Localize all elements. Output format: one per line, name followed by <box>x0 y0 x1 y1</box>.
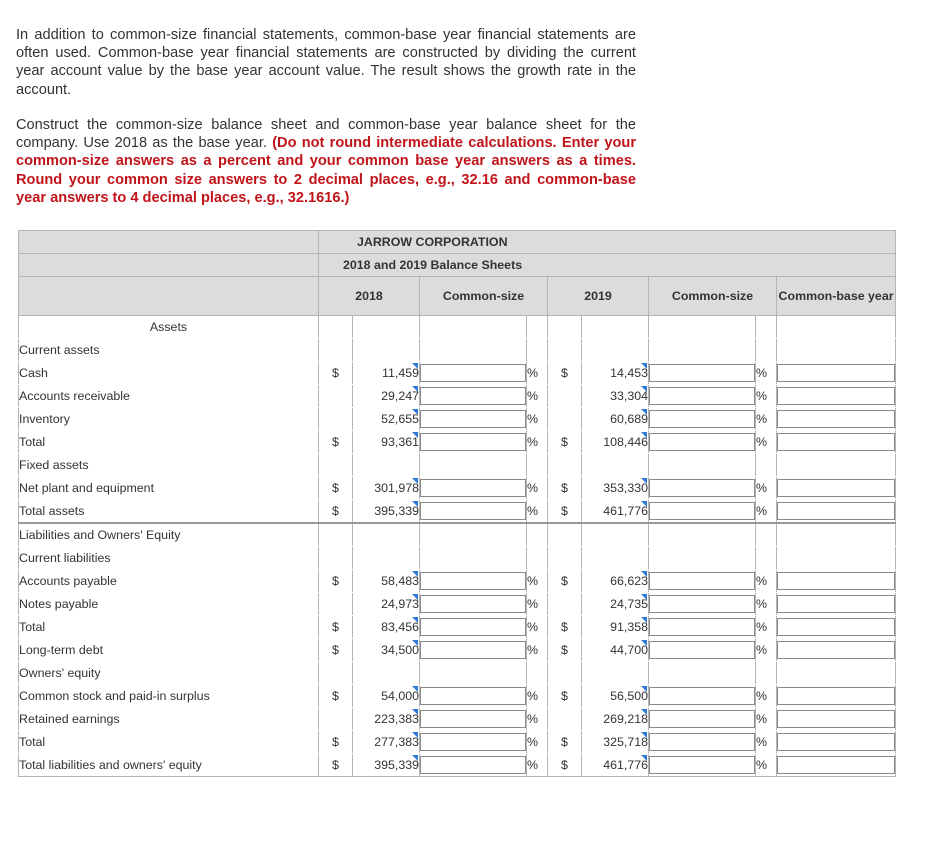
common-base-year-input[interactable] <box>777 710 895 728</box>
section-current-liabilities: Current liabilities <box>19 547 319 570</box>
common-base-year-input[interactable] <box>777 595 895 613</box>
common-base-year-input[interactable] <box>777 687 895 705</box>
common-size-2019-input[interactable] <box>649 733 755 751</box>
value-2018: 54,000 <box>353 685 420 708</box>
common-size-2018-input[interactable] <box>420 733 526 751</box>
row-label: Total assets <box>19 500 319 524</box>
common-size-2019-input[interactable] <box>649 410 755 428</box>
row-net-plant-equipment: Net plant and equipment $ 301,978 % $ 353,330 % <box>19 477 896 500</box>
value-2018: 83,456 <box>353 616 420 639</box>
common-size-2018-input[interactable] <box>420 595 526 613</box>
value-2018: 93,361 <box>353 431 420 454</box>
value-2019: 44,700 <box>582 639 649 662</box>
assets-heading: Assets <box>19 316 319 339</box>
row-common-stock: Common stock and paid-in surplus $ 54,000 % $ 56,500 % <box>19 685 896 708</box>
col-2018: 2018 <box>319 277 420 316</box>
value-2019: 269,218 <box>582 708 649 731</box>
common-size-2018-input[interactable] <box>420 387 526 405</box>
value-2018: 11,459 <box>353 362 420 385</box>
common-base-year-input[interactable] <box>777 572 895 590</box>
value-2019: 56,500 <box>582 685 649 708</box>
common-size-2018-input[interactable] <box>420 756 526 774</box>
value-2018: 34,500 <box>353 639 420 662</box>
task-text: Construct the common-size balance sheet and common-base year balance sheet for the company. Use 2018 as the base year. <box>16 117 636 152</box>
common-base-year-input[interactable] <box>777 756 895 774</box>
common-size-2018-input[interactable] <box>420 687 526 705</box>
value-2018: 395,339 <box>353 500 420 524</box>
row-label: Notes payable <box>19 593 319 616</box>
value-2018: 29,247 <box>353 385 420 408</box>
row-label: Accounts receivable <box>19 385 319 408</box>
common-size-2019-input[interactable] <box>649 433 755 451</box>
row-long-term-debt: Long-term debt $ 34,500 % $ 44,700 % <box>19 639 896 662</box>
value-2018: 24,973 <box>353 593 420 616</box>
balance-sheet-table <box>18 230 896 777</box>
common-size-2019-input[interactable] <box>649 641 755 659</box>
row-current-liabilities-total: Total $ 83,456 % $ 91,358 % <box>19 616 896 639</box>
common-size-2019-input[interactable] <box>649 687 755 705</box>
row-label: Total <box>19 431 319 454</box>
common-size-2018-input[interactable] <box>420 410 526 428</box>
common-size-2018-input[interactable] <box>420 710 526 728</box>
common-base-year-input[interactable] <box>777 733 895 751</box>
common-size-2018-input[interactable] <box>420 641 526 659</box>
common-base-year-input[interactable] <box>777 364 895 382</box>
liabilities-heading: Liabilities and Owners' Equity <box>19 523 319 547</box>
sheet-subtitle: 2018 and 2019 Balance Sheets <box>319 254 896 277</box>
value-2019: 60,689 <box>582 408 649 431</box>
col-common-size-2019: Common-size <box>649 277 777 316</box>
common-size-2019-input[interactable] <box>649 479 755 497</box>
common-size-2018-input[interactable] <box>420 479 526 497</box>
common-base-year-input[interactable] <box>777 387 895 405</box>
row-label: Common stock and paid-in surplus <box>19 685 319 708</box>
common-size-2019-input[interactable] <box>649 364 755 382</box>
value-2019: 325,718 <box>582 731 649 754</box>
row-owners-equity-total: Total $ 277,383 % $ 325,718 % <box>19 731 896 754</box>
common-base-year-input[interactable] <box>777 479 895 497</box>
common-base-year-input[interactable] <box>777 410 895 428</box>
common-size-2018-input[interactable] <box>420 502 526 520</box>
header-blank <box>19 254 319 277</box>
row-accounts-receivable: Accounts receivable 29,247 % 33,304 % <box>19 385 896 408</box>
row-label: Accounts payable <box>19 570 319 593</box>
col-common-size-2018: Common-size <box>420 277 548 316</box>
common-size-2018-input[interactable] <box>420 364 526 382</box>
row-label: Total <box>19 731 319 754</box>
row-label: Long-term debt <box>19 639 319 662</box>
row-notes-payable: Notes payable 24,973 % 24,735 % <box>19 593 896 616</box>
value-2018: 395,339 <box>353 754 420 777</box>
value-2019: 461,776 <box>582 500 649 524</box>
value-2018: 223,383 <box>353 708 420 731</box>
common-size-2019-input[interactable] <box>649 502 755 520</box>
section-fixed-assets: Fixed assets <box>19 454 319 477</box>
common-size-2019-input[interactable] <box>649 572 755 590</box>
header-blank <box>19 231 319 254</box>
row-current-assets-total: Total $ 93,361 % $ 108,446 % <box>19 431 896 454</box>
value-2018: 52,655 <box>353 408 420 431</box>
row-inventory: Inventory 52,655 % 60,689 % <box>19 408 896 431</box>
row-retained-earnings: Retained earnings 223,383 % 269,218 % <box>19 708 896 731</box>
common-size-2018-input[interactable] <box>420 618 526 636</box>
section-owners-equity: Owners' equity <box>19 662 319 685</box>
row-label: Retained earnings <box>19 708 319 731</box>
row-total-liabilities-equity: Total liabilities and owners' equity $ 395,339 % $ 461,776 % <box>19 754 896 777</box>
common-size-2019-input[interactable] <box>649 618 755 636</box>
col-2019: 2019 <box>548 277 649 316</box>
value-2019: 24,735 <box>582 593 649 616</box>
row-label: Total <box>19 616 319 639</box>
row-label: Cash <box>19 362 319 385</box>
row-cash: Cash $ 11,459 % $ 14,453 % <box>19 362 896 385</box>
common-size-2019-input[interactable] <box>649 595 755 613</box>
common-base-year-input[interactable] <box>777 618 895 636</box>
task-paragraph <box>16 116 636 207</box>
row-accounts-payable: Accounts payable $ 58,483 % $ 66,623 % <box>19 570 896 593</box>
company-title: JARROW CORPORATION <box>319 231 896 254</box>
row-total-assets: Total assets $ 395,339 % $ 461,776 % <box>19 500 896 524</box>
row-label: Net plant and equipment <box>19 477 319 500</box>
header-blank <box>19 277 319 316</box>
value-2018: 301,978 <box>353 477 420 500</box>
common-base-year-input[interactable] <box>777 433 895 451</box>
common-size-2018-input[interactable] <box>420 572 526 590</box>
value-2019: 33,304 <box>582 385 649 408</box>
value-2019: 353,330 <box>582 477 649 500</box>
value-2018: 58,483 <box>353 570 420 593</box>
common-size-2019-input[interactable] <box>649 710 755 728</box>
row-label: Total liabilities and owners' equity <box>19 754 319 777</box>
col-common-base-year: Common-base year <box>777 277 896 316</box>
common-size-2019-input[interactable] <box>649 756 755 774</box>
common-size-2019-input[interactable] <box>649 387 755 405</box>
value-2018: 277,383 <box>353 731 420 754</box>
common-base-year-input[interactable] <box>777 641 895 659</box>
value-2019: 66,623 <box>582 570 649 593</box>
value-2019: 108,446 <box>582 431 649 454</box>
value-2019: 14,453 <box>582 362 649 385</box>
row-label: Inventory <box>19 408 319 431</box>
section-current-assets: Current assets <box>19 339 319 362</box>
task-instructions: (Do not round intermediate calculations. Enter your common-size answers as a percent and your common base year answers as a times. Round your common size answers to 2 decimal places, e.g., 32.16 and common-base year answers to 4 decimal places, e.g., 32.1616.) <box>16 135 636 206</box>
common-base-year-input[interactable] <box>777 502 895 520</box>
common-size-2018-input[interactable] <box>420 433 526 451</box>
intro-paragraph: In addition to common-size financial statements, common-base year financial statements are often used. Common-base year financial statements are constructed by dividing the current year account value by the base year account value. The result shows the growth rate in the account. <box>16 27 636 98</box>
value-2019: 91,358 <box>582 616 649 639</box>
value-2019: 461,776 <box>582 754 649 777</box>
